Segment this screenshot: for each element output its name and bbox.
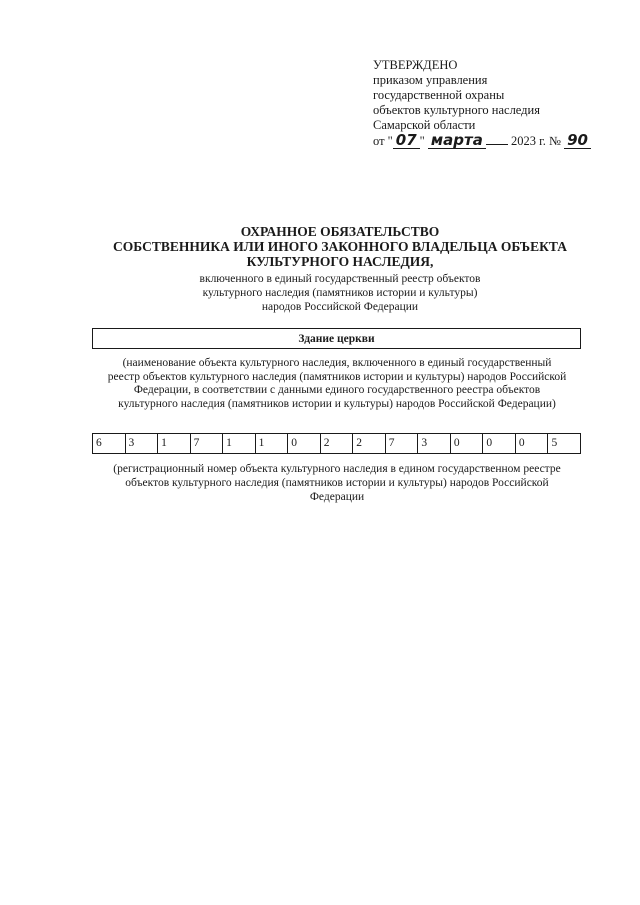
registration-digit: 1 <box>157 434 190 453</box>
order-number: 90 <box>564 133 591 149</box>
reg-caption-line-2: объектов культурного наследия (памятников истории и культуры) народов Российской <box>125 477 549 489</box>
approval-stamp <box>373 58 623 149</box>
approval-authority-line-2: объектов культурного наследия <box>373 103 540 117</box>
registration-digit: 2 <box>352 434 385 453</box>
registration-digit: 6 <box>96 437 102 449</box>
document-title <box>100 224 580 269</box>
registration-digit: 7 <box>385 434 418 453</box>
name-caption-line-3: Федерации, в соответствии с данными единого государственного реестра объектов <box>133 384 541 396</box>
subtitle-line-2: культурного наследия (памятников истории и культуры) <box>202 287 478 299</box>
document-subtitle <box>140 272 540 314</box>
title-line-1: ОХРАННОЕ ОБЯЗАТЕЛЬСТВО <box>240 224 440 239</box>
subtitle-line-3: народов Российской Федерации <box>261 301 419 313</box>
object-name-caption <box>90 357 584 411</box>
registration-digit: 3 <box>125 434 158 453</box>
date-blank <box>486 144 508 145</box>
date-separator: " <box>419 134 425 148</box>
approval-order-line: приказом управления <box>373 73 488 87</box>
name-caption-line-1: (наименование объекта культурного наследия, включенного в единый государственный <box>122 357 552 369</box>
date-prefix: от " <box>373 134 393 148</box>
approval-authority-line-3: Самарской области <box>373 118 476 132</box>
approval-date-line <box>373 133 623 149</box>
registration-digit: 7 <box>190 434 223 453</box>
date-month: марта <box>428 133 486 149</box>
registration-digit: 1 <box>255 434 288 453</box>
date-day: 07 <box>393 133 420 149</box>
registration-digit: 0 <box>482 434 515 453</box>
reg-caption-line-3: Федерации <box>309 491 365 503</box>
registration-digit: 1 <box>222 434 255 453</box>
name-caption-line-4: культурного наследия (памятников истории и культуры) народов Российской Федерации) <box>118 397 556 410</box>
date-year: 2023 г. № <box>510 134 561 148</box>
registration-digit: 0 <box>515 434 548 453</box>
name-caption-line-2: реестр объектов культурного наследия (памятников истории и культуры) народов Российской <box>107 370 567 383</box>
registration-number-grid <box>92 433 581 454</box>
subtitle-line-1: включенного в единый государственный реестр объектов <box>199 273 481 285</box>
registration-digit: 2 <box>320 434 353 453</box>
registration-number-caption <box>90 462 584 504</box>
registration-digit: 5 <box>547 434 580 453</box>
approval-authority-line-1: государственной охраны <box>373 88 505 102</box>
reg-caption-line-1: (регистрационный номер объекта культурного наследия в едином государственном реестре <box>113 463 561 475</box>
title-line-3: КУЛЬТУРНОГО НАСЛЕДИЯ, <box>246 254 434 269</box>
registration-digit: 0 <box>287 434 320 453</box>
registration-digit: 3 <box>417 434 450 453</box>
title-line-2: СОБСТВЕННИКА ИЛИ ИНОГО ЗАКОННОГО ВЛАДЕЛЬЦА ОБЪЕКТА <box>113 239 567 254</box>
registration-digit: 0 <box>450 434 483 453</box>
object-name-field: Здание церкви <box>92 328 581 349</box>
approval-heading: УТВЕРЖДЕНО <box>373 58 458 72</box>
